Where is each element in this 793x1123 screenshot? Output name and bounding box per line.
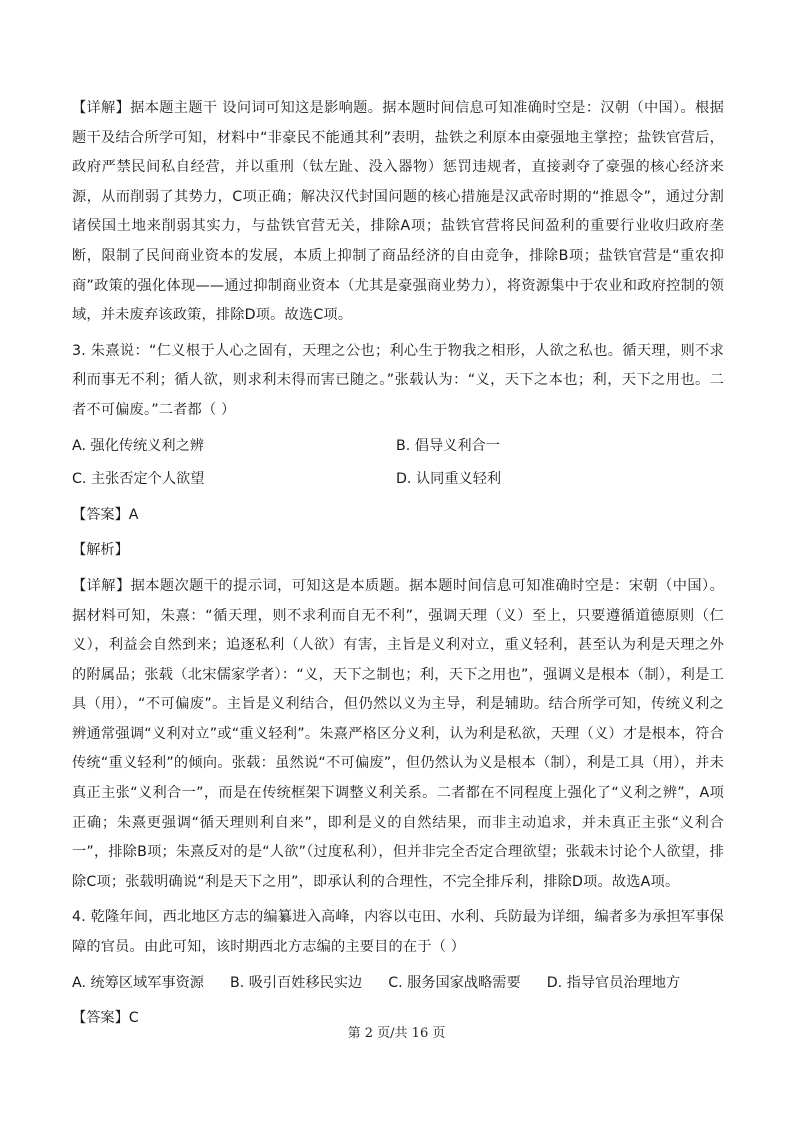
- option-c: C. 服务国家战略需要: [388, 974, 521, 991]
- detail-paragraph-q3: [72, 572, 724, 898]
- detail-tag: 【详解】: [72, 577, 131, 594]
- detail-text: 据本题主题干 设问词可知这是影响题。据本题时间信息可知准确时空是：汉朝（中国）。根据题干及结合所学可知，材料中“非豪民不能通其利”表明，盐铁之利原本由豪强地主掌控；盐铁官营后，政府严禁民间私自经营，并以重刑（钛左趾、没入器物）惩罚违规者，直接剥夺了豪强的核心经济来源，从而削弱了其势力，C项正确；解决汉代封国问题的核心措施是汉武帝时期的“推恩令”，通过分割诸侯国土地来削弱其实力，与盐铁官营无关，排除A项；盐铁官营将民间盈利的重要行业收归政府垄断，限制了民间商业资本的发展，本质上抑制了商品经济的自由竞争，排除B项；盐铁官营是“重农抑商”政策的强化体现——通过抑制商业资本（尤其是豪强商业势力），将资源集中于农业和政府控制的领域，并未废弃该政策，排除D项。故选C项。: [72, 100, 724, 324]
- option-a: A. 统筹区域军事资源: [72, 974, 204, 991]
- page-footer: 第 2 页/共 16 页: [347, 1026, 446, 1041]
- option-d: D. 认同重义轻利: [396, 471, 502, 488]
- question-4-stem: 4. 乾隆年间，西北地区方志的编纂进入高峰，内容以屯田、水利、兵防最为详细，编者多为承担军事保障的官员。由此可知，该时期西北方志编的主要目的在于（ ）: [72, 909, 724, 956]
- detail-paragraph-q2: [72, 94, 724, 331]
- question-3-options: [72, 432, 724, 495]
- question-4-answer: 【答案】C: [72, 1010, 139, 1027]
- question-3-stem: 3. 朱熹说：“仁义根于人心之固有，天理之公也；利心生于物我之相形，人欲之私也。循天理，则不求利而事无不利；循人欲，则求利未得而害已随之。”张载认为：“义，天下之本也；利，天下之用也。二者不可偏废。”二者都（ ）: [72, 342, 724, 418]
- option-b: B. 倡导义利合一: [396, 437, 500, 454]
- detail-text: 据本题次题干的提示词，可知这是本质题。据本题时间信息可知准确时空是：宋朝（中国）。据材料可知，朱熹：“循天理，则不求利而自无不利”，强调天理（义）至上，只要遵循道德原则（仁义），利益会自然到来；追逐私利（人欲）有害，主旨是义利对立，重义轻利，甚至认为利是天理之外的附属品；张载（北宋儒家学者）：“义，天下之制也；利，天下之用也”，强调义是根本（制），利是工具（用），“不可偏废”。主旨是义利结合，但仍然以义为主导，利是辅助。结合所学可知，传统义利之辨通常强调“义利对立”或“重义轻利”。朱熹严格区分义利，认为利是私欲，天理（义）才是根本，符合传统“重义轻利”的倾向。张载：虽然说“不可偏废”，但仍然认为义是根本（制），利是工具（用），并未真正主张“义利合一”，而是在传统框架下调整义利关系。二者都在不同程度上强化了“义利之辨”，A项正确；朱熹更强调“循天理则利自来”，即利是义的自然结果，而非主动追求，并未真正主张“义利合一”，排除B项；朱熹反对的是“人欲”（过度私利），但并非完全否定合理欲望；张载未讨论个人欲望，排除C项；张载明确说“利是天下之用”，即承认利的合理性，不完全排斥利，排除D项。故选A项。: [72, 577, 724, 890]
- option-a: A. 强化传统义利之辨: [72, 437, 204, 454]
- option-c: C. 主张否定个人欲望: [72, 471, 205, 488]
- option-d: D. 指导官员治理地方: [546, 974, 681, 991]
- question-3-analysis-heading: 【解析】: [72, 542, 129, 559]
- question-4-options: [72, 969, 724, 999]
- document-page: [72, 94, 724, 1040]
- question-3-answer: 【答案】A: [72, 506, 139, 523]
- detail-tag: 【详解】: [72, 100, 131, 116]
- option-b: B. 吸引百姓移民实边: [229, 974, 363, 991]
